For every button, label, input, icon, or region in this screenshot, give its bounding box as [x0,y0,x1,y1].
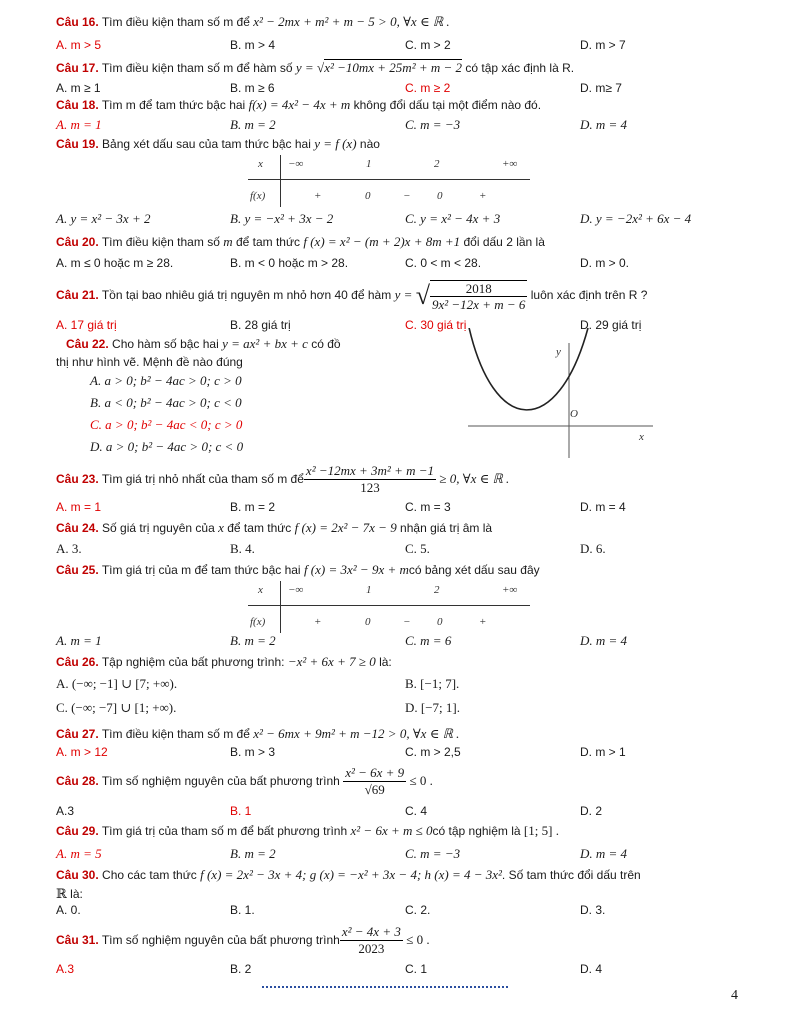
question-tail: có tập nghiệm là [432,824,521,838]
math-expression: y = ax² + bx + c [222,336,308,351]
question-number: Câu 31. [56,933,99,947]
question-text: Tìm điều kiện tham số m để [101,727,250,741]
table-sign: 0 [437,616,443,628]
option-b[interactable]: B. m > 4 [230,38,276,52]
sign-table [248,155,530,207]
table-col: +∞ [502,584,518,596]
question-number: Câu 20. [56,235,99,249]
table-sign: + [479,190,487,202]
math-var: m [223,234,233,249]
option-c[interactable]: C. a > 0; b² − 4ac < 0; c > 0 [90,417,243,432]
option-a[interactable]: A. y = x² − 3x + 2 [56,211,151,226]
math-var: x [218,520,224,535]
question-tail: không đổi dấu tại một điểm nào đó. [353,98,542,112]
question-19 [56,136,380,152]
option-b[interactable]: B. [−1; 7]. [405,676,460,691]
option-d[interactable]: D. 6. [580,541,606,556]
sqrt-radicand: x² −10mx + 25m² + m − 2 [324,60,463,75]
table-sign: 0 [365,616,371,628]
option-c[interactable]: C. 5. [405,541,430,556]
option-d[interactable]: D. 4 [580,962,603,976]
question-tail: nào [359,137,380,151]
table-x-label: x [258,158,263,170]
table-fx-label: f(x) [250,190,266,202]
question-number: Câu 19. [56,137,99,151]
question-number: Câu 17. [56,61,99,75]
question-number: Câu 29. [56,824,99,838]
table-sign: 0 [437,190,443,202]
option-d[interactable]: D. m > 0. [580,256,630,270]
question-tail: luôn xác định trên R ? [530,288,648,302]
table-col: +∞ [502,158,518,170]
table-sign: + [314,616,322,628]
table-sign: − [403,190,411,202]
option-d[interactable]: D. a > 0; b² − 4ac > 0; c < 0 [90,439,244,454]
table-col: −∞ [288,158,304,170]
question-22 [66,336,341,352]
question-text: Tìm giá trị của tham số m để bất phương trình [101,824,348,838]
option-a[interactable]: A.3 [56,962,75,976]
option-d[interactable]: D. y = −2x² + 6x − 4 [580,211,692,226]
option-b[interactable]: B. 1 [230,804,252,818]
table-col: 1 [366,158,372,170]
question-tail: ≥ 0, ∀x ∈ ℝ . [439,471,510,486]
fraction-numerator: x² − 4x + 3 [341,924,401,940]
table-sign: − [403,616,411,628]
option-b[interactable]: B. 28 giá trị [230,318,291,332]
question-number: Câu 21. [56,288,99,302]
page-number: 4 [731,988,738,1003]
question-tail: ≤ 0 . [409,773,433,788]
option-c[interactable]: C. m = −3 [405,117,461,132]
question-number: Câu 25. [56,563,99,577]
option-b[interactable]: B. y = −x² + 3x − 2 [230,211,334,226]
fraction [343,765,406,798]
question-number: Câu 24. [56,521,99,535]
option-c[interactable]: C. 1 [405,962,428,976]
option-d[interactable]: D. 3. [580,903,606,917]
option-b[interactable]: B. m = 2 [230,846,276,861]
fraction [304,463,436,496]
option-a[interactable]: A. 17 giá trị [56,318,117,332]
question-number: Câu 22. [66,337,109,351]
option-c[interactable]: C. y = x² − 4x + 3 [405,211,501,226]
real-set-symbol: ℝ [56,886,67,901]
question-26 [56,654,392,670]
question-text-2: là: [70,887,83,901]
option-c[interactable]: C. m ≥ 2 [405,81,451,95]
y-axis-label: y [556,346,561,358]
sign-table [248,581,530,633]
option-c[interactable]: C. m > 2,5 [405,745,461,759]
option-a[interactable]: A. m ≥ 1 [56,81,101,95]
option-d[interactable]: D. m = 4 [580,846,628,861]
question-text: Cho hàm số bậc hai [112,337,219,351]
x-axis-label: x [639,431,644,443]
question-text: Tìm m để tam thức bậc hai [101,98,246,112]
option-b[interactable]: B. 4. [230,541,255,556]
option-d[interactable]: D. [−7; 1]. [405,700,460,715]
table-col: 2 [434,158,440,170]
question-tail: là: [379,655,392,669]
option-a[interactable]: A. a > 0; b² − 4ac > 0; c > 0 [90,373,242,388]
option-b[interactable]: B. 1. [230,903,255,917]
table-sign: + [314,190,322,202]
question-tail: đổi dấu 2 lần là [463,235,545,249]
option-a[interactable]: A. m = 1 [56,500,102,514]
table-col: −∞ [288,584,304,596]
question-text: Tìm điều kiện tham số [101,235,220,249]
question-number: Câu 27. [56,727,99,741]
math-y: y = [295,60,314,75]
question-number: Câu 26. [56,655,99,669]
question-29 [56,823,559,839]
option-a[interactable]: A. m > 5 [56,38,102,52]
question-text: Tìm số nghiệm nguyên của bất phương trình [101,774,340,788]
table-fx-label: f(x) [250,616,266,628]
math-expression: f (x) = 3x² − 9x + m [303,562,409,577]
math-expression: f (x) = 2x² − 3x + 4; g (x) = −x² + 3x − 4; h (x) = 4 − 3x² [200,867,502,882]
question-30-line2 [56,886,83,902]
option-d[interactable]: D. m = 4 [580,117,628,132]
option-c[interactable]: C. 2. [405,903,431,917]
sqrt-symbol: √ [317,60,325,75]
question-28 [56,762,433,800]
question-text: Tìm điều kiện tham số m để [101,15,250,29]
option-b[interactable]: B. m = 2 [230,500,276,514]
question-16 [56,14,450,30]
option-c[interactable]: C. (−∞; −7] ∪ [1; +∞). [56,700,177,715]
question-31 [56,921,430,959]
math-expression: f (x) = 2x² − 7x − 9 [294,520,397,535]
option-d[interactable]: D. 29 giá trị [580,318,642,332]
math-expression: x² − 2mx + m² + m − 5 > 0, ∀x ∈ ℝ . [253,14,450,29]
parabola-curve [468,328,588,410]
option-d[interactable]: D. m = 4 [580,633,628,648]
question-text: Tìm giá trị của m để tam thức bậc hai [101,563,301,577]
option-c[interactable]: C. m = 3 [405,500,451,514]
sqrt-symbol: √ [415,280,430,310]
option-d[interactable]: D. m > 7 [580,38,626,52]
option-a[interactable]: A. (−∞; −1] ∪ [7; +∞). [56,676,178,691]
fraction-numerator: x² −12mx + 3m² + m −1 [305,463,435,479]
option-b[interactable]: B. 2 [230,962,252,976]
question-tail: có tập xác định là R. [465,61,575,75]
fraction [340,924,403,957]
question-25 [56,562,540,578]
table-col: 1 [366,584,372,596]
question-number: Câu 23. [56,472,99,486]
fraction-numerator: x² − 6x + 9 [345,765,405,781]
question-text: Tập nghiệm của bất phương trình: [101,655,285,669]
math-expression: x² − 6mx + 9m² + m −12 > 0, ∀x ∈ ℝ . [253,726,460,741]
option-c[interactable]: C. 30 giá trị [405,318,467,332]
question-18 [56,97,541,113]
table-sign: + [479,616,487,628]
option-c[interactable]: C. m = −3 [405,846,461,861]
question-tail: có đồ [311,337,341,351]
option-a[interactable]: A. m ≤ 0 hoặc m ≥ 28. [56,256,174,270]
option-c[interactable]: C. m = 6 [405,633,452,648]
option-a[interactable]: A. m > 12 [56,745,108,759]
option-d[interactable]: D. 2 [580,804,603,818]
question-23 [56,460,509,498]
option-b[interactable]: B. a < 0; b² − 4ac > 0; c < 0 [90,395,242,410]
origin-label: O [570,408,578,420]
question-24 [56,520,492,536]
option-c[interactable]: C. 4 [405,804,428,818]
fraction [430,280,527,312]
question-text-2: để tam thức [227,521,292,535]
question-tail: ≤ 0 . [406,932,430,947]
question-text: Cho các tam thức [102,868,197,882]
math-expression: −x² + 6x + 7 ≥ 0 [287,654,376,669]
option-a[interactable]: A. m = 1 [56,117,102,132]
question-21 [56,276,647,315]
question-text: Tìm điều kiện tham số m để hàm số [101,61,293,75]
fraction-denominator: 2023 [358,941,385,957]
option-a[interactable]: A. 0. [56,903,81,917]
math-expression: x² − 6x + m ≤ 0 [350,823,433,838]
fraction-denominator: 9x² −12x + m − 6 [431,296,526,312]
option-b[interactable]: B. m = 2 [230,633,276,648]
question-number: Câu 30. [56,868,99,882]
question-tail: có bảng xét dấu sau đây [408,563,540,577]
math-expression: f(x) = 4x² − 4x + m [248,97,351,112]
question-text: Số giá trị nguyên của [102,521,215,535]
question-tail: . Số tam thức đổi dấu trên [501,868,641,882]
option-c[interactable]: C. m > 2 [405,38,451,52]
footer-divider [262,986,508,988]
question-17 [56,60,574,76]
option-b[interactable]: B. m > 3 [230,745,276,759]
question-number: Câu 18. [56,98,99,112]
question-27 [56,726,459,742]
question-22-line2: thị như hình vẽ. Mệnh đề nào đúng [56,355,243,369]
math-expression: f (x) = x² − (m + 2)x + 8m +1 [303,234,461,249]
question-text: Tồn tại bao nhiêu giá trị nguyên m nhỏ hơn 40 để hàm [101,288,392,302]
question-30 [56,867,641,883]
option-d[interactable]: D. m = 4 [580,500,626,514]
question-number: Câu 16. [56,15,99,29]
option-d[interactable]: D. m > 1 [580,745,626,759]
option-a[interactable]: A.3 [56,804,75,818]
option-a[interactable]: A. 3. [56,541,82,556]
question-20 [56,234,545,250]
math-expression: y = f (x) [314,136,357,151]
question-text: Tìm số nghiệm nguyên của bất phương trình [101,933,340,947]
option-a[interactable]: A. m = 5 [56,846,102,861]
table-col: 2 [434,584,440,596]
table-x-label: x [258,584,263,596]
question-text: Tìm giá trị nhỏ nhất của tham số m để [101,472,304,486]
table-sign: 0 [365,190,371,202]
question-text: Bảng xét dấu sau của tam thức bậc hai [102,137,311,151]
option-b[interactable]: B. m < 0 hoặc m > 28. [230,256,349,270]
option-c[interactable]: C. 0 < m < 28. [405,256,482,270]
fraction-denominator: √69 [364,782,385,798]
question-tail: nhận giá trị âm là [400,521,493,535]
option-a[interactable]: A. m = 1 [56,633,102,648]
option-b[interactable]: B. m ≥ 6 [230,81,275,95]
option-b[interactable]: B. m = 2 [230,117,276,132]
question-number: Câu 28. [56,774,99,788]
math-y: y = [394,287,413,302]
solution-set: [1; 5] . [523,823,559,838]
parabola-graph [468,328,658,458]
fraction-denominator: 123 [360,480,380,496]
question-text-2: để tam thức [235,235,301,249]
option-d[interactable]: D. m≥ 7 [580,81,622,95]
fraction-numerator: 2018 [430,281,527,297]
